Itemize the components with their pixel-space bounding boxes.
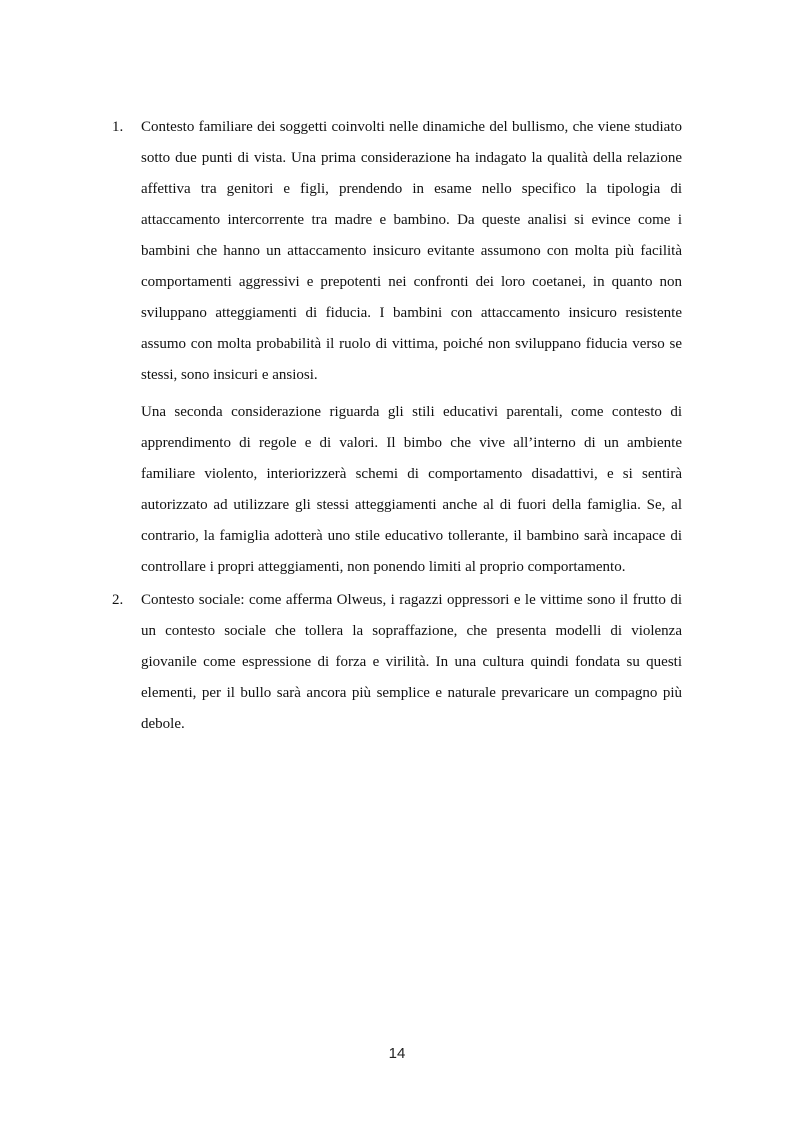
paragraph-family-attachment: Contesto familiare dei soggetti coinvolti nelle dinamiche del bullismo, che viene studiato sotto due punti di vista. Una prima considerazione ha indagato la qualità della relazione affettiva tra genitori e figli, prendendo in esame nello specifico la tipologia di attaccamento intercorrente tra madre e bambino. Da queste analisi si evince come i bambini che hanno un attaccamento insicuro evitante assumono con molta più facilità comportamenti aggressivi e prepotenti nei confronti dei loro coetanei, in quanto non sviluppano atteggiamenti di fiducia. I bambini con attaccamento insicuro resistente assumo con molta probabilità il ruolo di vittima, poiché non sviluppano fiducia verso se stessi, sono insicuri e ansiosi. xyxy=(141,119,682,383)
paragraph-parenting-styles: Una seconda considerazione riguarda gli stili educativi parentali, come contesto di apprendimento di regole e di valori. Il bimbo che vive all’interno di un ambiente familiare violento, interiorizzerà schemi di comportamento disadattivi, e si sentirà autorizzato ad utilizzare gli stessi atteggiamenti anche al di fuori della famiglia. Se, al contrario, la famiglia adotterà uno stile educativo tollerante, il bambino sarà incapace di controllare i propri atteggiamenti, non ponendo limiti al proprio comportamento. xyxy=(141,404,682,575)
list-item-1 xyxy=(112,112,682,583)
page-number: 14 xyxy=(388,1045,406,1062)
paragraph-social-context: Contesto sociale: come afferma Olweus, i ragazzi oppressori e le vittime sono il frutto di un contesto sociale che tollera la sopraffazione, che presenta modelli di violenza giovanile come espressione di forza e virilità. In una cultura quindi fondata su questi elementi, per il bullo sarà ancora più semplice e naturale prevaricare un compagno più debole. xyxy=(141,592,682,732)
list-item-2 xyxy=(112,585,682,740)
numbered-list xyxy=(112,112,682,740)
list-item-number: 2. xyxy=(112,592,124,608)
list-item-number: 1. xyxy=(112,119,124,135)
